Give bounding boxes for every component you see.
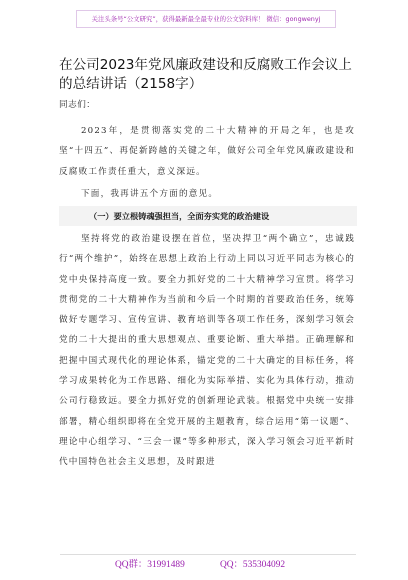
qq-contact-link[interactable]: QQ：535304092 [220,560,286,570]
paragraph-body: 坚持将党的政治建设摆在首位，坚决捍卫“两个确立”，忠诚践行“两个维护”，始终在思想上政治上行动上同以习近平同志为核心的党中央保持高度一致。要全力抓好党的二十大精神学习宣贯。将学习贯彻党的二十大精神作为当前和今后一个时期的首要政治任务，统筹做好专题学习、宣传宣讲、教育培训等各项工作任务，深刻学习领会党的二十大提出的重大思想观点、重要论断、重大举措。正确理解和把握中国式现代化的理论体系，锚定党的二十大确定的目标任务，将学习成果转化为工作思路、细化为实际举措、实化为具体行动，推动公司行稳致远。要全力抓好党的创新理论武装。根据党中央统一安排部署，精心组织即将在全党开展的主题教育，综合运用“第一议题”、理论中心组学习、“三会一课”等多种形式，深入学习领会习近平新时代中国特色社会主义思想，及时跟进 [59,234,355,468]
document-title: 在公司2023年党风廉政建设和反腐败工作会议上的总结讲话（2158字） [59,57,352,92]
qq-group-link[interactable]: QQ群：31991489 [115,560,185,570]
section-heading: （一）要立根铸魂强担当，全面夯实党的政治建设 [59,206,357,226]
footer [60,557,356,573]
paragraph-outline: 下面，我再讲五个方面的意见。 [81,189,219,199]
footer-divider [60,554,356,555]
promo-banner[interactable]: 关注头条号“公文研究”，获得最新最全最专业的公文资料库！ 微信：gongwenyj [76,10,336,28]
greeting: 同志们： [59,100,96,110]
paragraph-intro: 2023年，是贯彻落实党的二十大精神的开局之年，也是攻坚“十四五”、再促新跨越的关键之年，做好公司全年党风廉政建设和反腐败工作责任重大，意义深远。 [59,126,355,177]
